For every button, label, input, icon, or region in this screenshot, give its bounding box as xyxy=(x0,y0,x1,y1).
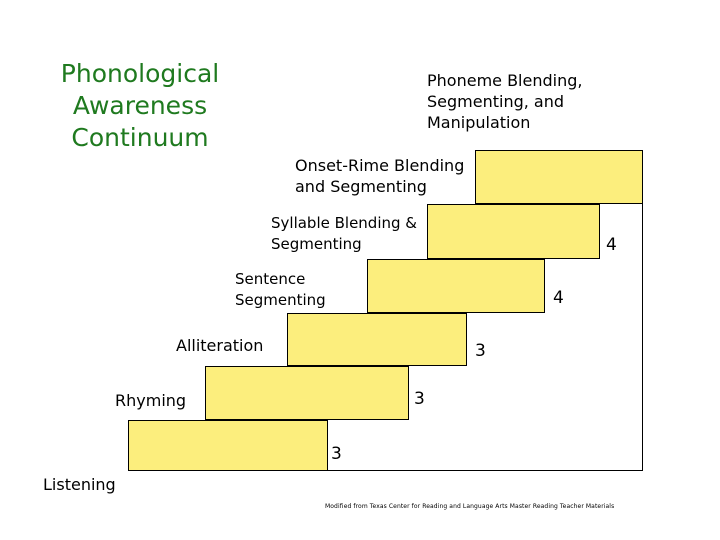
label-sentence: Sentence Segmenting xyxy=(235,270,326,309)
label-rhyming: Rhyming xyxy=(115,391,187,410)
label-onset-rime: Onset-Rime Blending and Segmenting xyxy=(295,156,465,196)
step-listening xyxy=(128,420,328,471)
label-listening: Listening xyxy=(43,475,116,494)
step-onset-rime xyxy=(475,150,643,204)
label-syllable: Syllable Blending & Segmenting xyxy=(271,214,417,253)
label-phoneme: Phoneme Blending, Segmenting, and Manipulation xyxy=(427,71,583,132)
step-sentence xyxy=(367,259,545,313)
step-rhyming xyxy=(205,366,409,420)
number-listening: 3 xyxy=(331,444,342,464)
step-alliteration xyxy=(287,313,467,366)
source-credit: Modified from Texas Center for Reading and Language Arts Master Reading Teacher Materials xyxy=(325,503,615,510)
diagram-title: Phonological Awareness Continuum xyxy=(60,59,220,152)
number-rhyming: 3 xyxy=(414,389,425,409)
step-syllable xyxy=(427,204,600,259)
number-alliteration: 3 xyxy=(475,341,486,361)
number-sentence: 4 xyxy=(553,288,564,308)
number-syllable: 4 xyxy=(606,235,617,255)
label-alliteration: Alliteration xyxy=(176,336,264,355)
